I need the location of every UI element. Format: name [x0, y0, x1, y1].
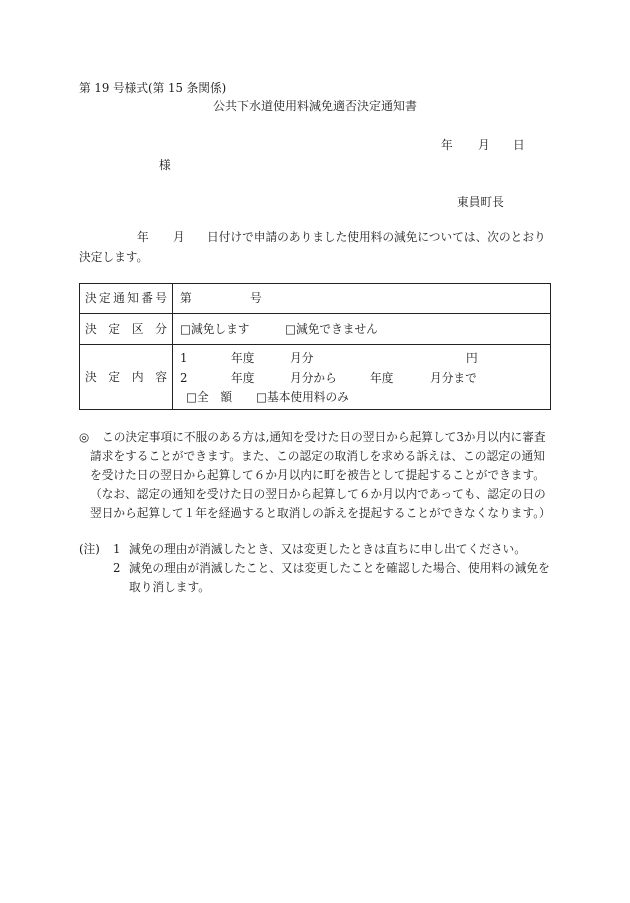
content-line2-from-fiscal-year: 年度: [231, 371, 255, 385]
note-2-index: 2: [113, 561, 121, 575]
addressee-honorific: 様: [159, 158, 171, 172]
content-line2-from-month: 月分から: [290, 371, 337, 385]
option-basic-fee-only-checkbox: □基本使用料のみ: [256, 390, 349, 404]
appeal-notice-mark: ◎: [79, 430, 90, 444]
body-year: 年: [137, 230, 149, 244]
notes-label: (注): [79, 542, 100, 556]
content-line2-index: 2: [180, 371, 188, 385]
decision-category-label: 決 定 区 分: [85, 322, 167, 336]
decision-table: [79, 283, 551, 410]
appeal-notice-line: 請求をすることができます。また、この認定の取消しを求める訴えは、この認定の通知: [90, 449, 545, 463]
appeal-notice-line: 翌日から起算して１年を経過すると取消しの訴えを提起することができなくなります。）: [90, 506, 551, 520]
note-1-index: 1: [113, 542, 121, 556]
appeal-notice-line: を受けた日の翌日から起算して６か月以内に町を被告として提起することができます。: [90, 468, 545, 482]
content-line1-yen: 円: [466, 351, 478, 365]
appeal-notice-line: （なお、認定の通知を受けた日の翌日から起算して６か月以内であっても、認定の日の: [90, 487, 546, 501]
issuer-name: 東員町長: [457, 195, 504, 209]
body-month: 月: [173, 230, 185, 244]
date-month: 月: [478, 138, 490, 152]
document-title: 公共下水道使用料減免適否決定通知書: [213, 99, 418, 113]
option-not-exempt-checkbox: □減免できません: [285, 322, 378, 336]
table-column-divider: [172, 284, 173, 409]
form-number: 第 19 号様式(第 15 条関係): [79, 81, 227, 95]
content-line2-to-fiscal-year: 年度: [370, 371, 394, 385]
option-full-amount-checkbox: □全 額: [186, 390, 233, 404]
decision-content-label: 決 定 内 容: [85, 370, 167, 384]
content-line1-index: 1: [180, 351, 188, 365]
note-2-text: 取り消します。: [129, 580, 210, 594]
content-line2-to-month: 月分まで: [430, 371, 477, 385]
notice-number-suffix: 号: [250, 291, 262, 305]
note-2-text: 減免の理由が消滅したこと、又は変更したことを確認した場合、使用料の減免を: [129, 561, 550, 575]
notice-number-prefix: 第: [180, 291, 192, 305]
option-exempt-checkbox: □減免します: [180, 322, 250, 336]
date-day: 日: [513, 138, 525, 152]
date-year: 年: [441, 138, 453, 152]
body-line-1: 日付けで申請のありました使用料の減免については、次のとおり: [207, 230, 546, 244]
content-line1-month: 月分: [290, 351, 314, 365]
body-line-2: 決定します。: [79, 250, 149, 264]
content-line1-fiscal-year: 年度: [231, 351, 255, 365]
appeal-notice-line: この決定事項に不服のある方は,通知を受けた日の翌日から起算して3か月以内に審査: [102, 430, 546, 444]
notice-number-label: 決定通知番号: [85, 291, 167, 305]
note-1-text: 減免の理由が消滅したとき、又は変更したときは直ちに申し出てください。: [129, 542, 526, 556]
